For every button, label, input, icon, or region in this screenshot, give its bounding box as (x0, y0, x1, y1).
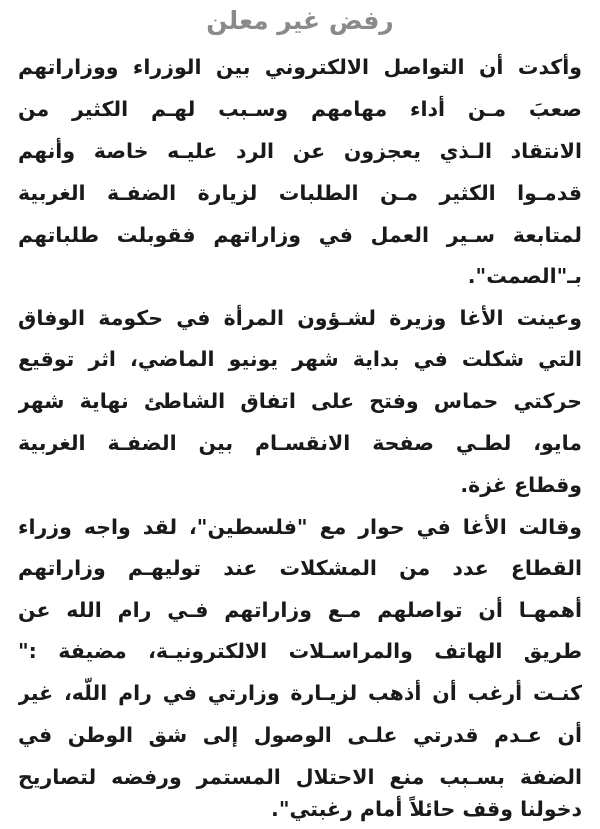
paragraph-line: كنـت أرغب أن أذهب لزيـارة وزارتي في رام اللّه، غير (18, 681, 582, 705)
paragraph-line: الضفة بسـبب منع الاحتلال المستمر ورفضه لتصاريح (18, 765, 582, 789)
paragraph-line: وقالت الأغا في حوار مع "فلسطين"، لقد واجه وزراء (18, 515, 582, 539)
article-headline: رفض غير معلن (206, 6, 394, 35)
paragraph-line: القطاع عدد من المشكلات عند توليهـم وزاراتهم (18, 556, 582, 580)
paragraph-line: طريق الهاتف والمراسـلات الالكترونيـة، مضيفة :" (18, 639, 582, 663)
paragraph-line: مايو، لطـي صفحة الانقسـام بين الضفـة الغربية (18, 431, 582, 455)
paragraph-line: التي شكلت في بداية شهر يونيو الماضي، اثر توقيع (18, 347, 582, 371)
paragraph-line: أهمهـا أن تواصلهم مـع وزاراتهم فـي رام الله عن (18, 598, 582, 622)
paragraph-line: قدمـوا الكثير مـن الطلبات لزيارة الضفـة الغربية (18, 181, 582, 205)
paragraph-line: لمتابعة سـير العمل في وزاراتهم فقوبلت طلباتهم (18, 223, 582, 247)
paragraph-line: وأكدت أن التواصل الالكتروني بين الوزراء ووزاراتهم (18, 55, 582, 79)
paragraph-line: وقطاع غزة. (460, 473, 582, 497)
paragraph-line: الانتقاد الـذي يعجزون عن الرد عليـه خاصة وأنهم (18, 139, 582, 163)
paragraph-line: بـ"الصمت". (467, 264, 582, 288)
paragraph-line: أن عـدم قدرتي علـى الوصول إلى شق الوطن في (18, 723, 582, 747)
paragraph-line: وعينت الأغا وزيرة لشـؤون المرأة في حكومة الوفاق (18, 306, 582, 330)
paragraph-line: صعبَ مـن أداء مهامهم وسـبب لهـم الكثير من (18, 97, 582, 121)
paragraph-line: دخولنا وقف حائلاً أمام رغبتي". (271, 797, 582, 821)
paragraph-line: حركتي حماس وفتح على اتفاق الشاطئ نهاية شهر (18, 389, 582, 413)
